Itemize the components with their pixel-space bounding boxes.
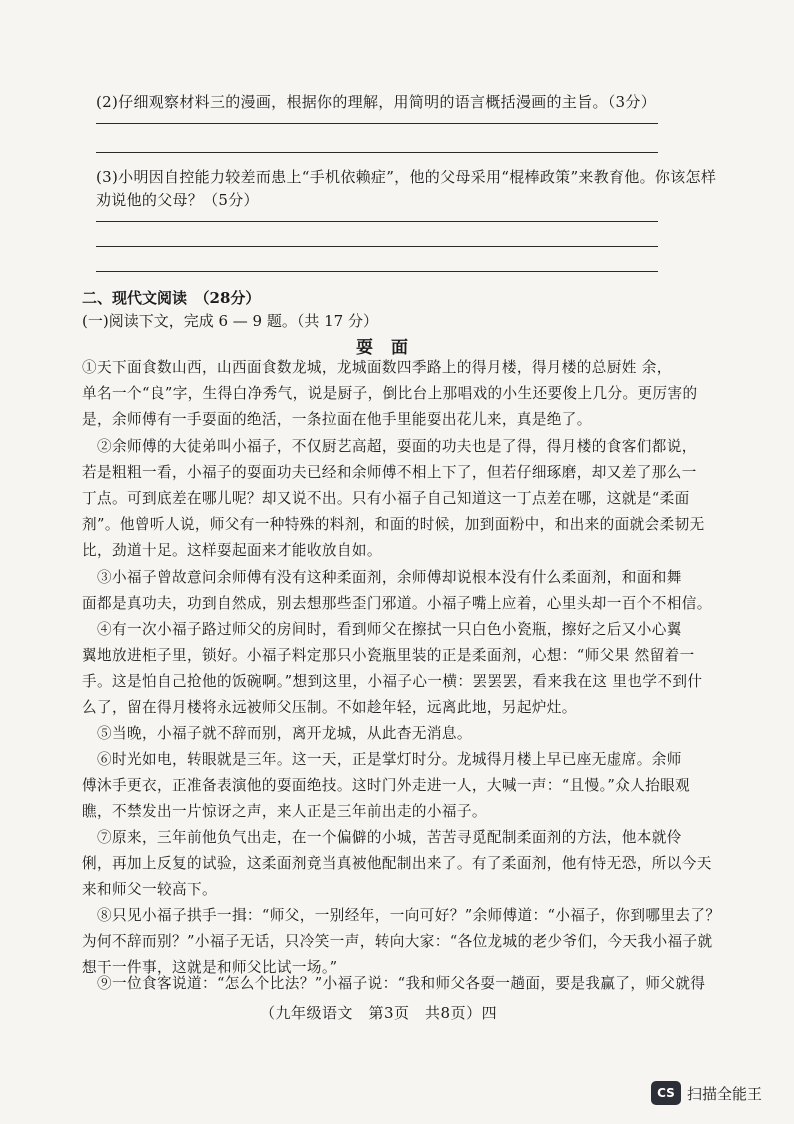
question-3-line-1: (3)小明因自控能力较差而患上“手机依赖症”，他的父母采用“棍棒政策”来教育他。你该怎样 bbox=[96, 168, 717, 186]
answer-line bbox=[96, 246, 658, 247]
article-line: 剂”。他曾听人说，师父有一种特殊的料剂，和面的时候，加到面粉中，和出来的面就会柔韧无 bbox=[82, 516, 705, 533]
article-line: 傅沐手更衣，正准备表演他的耍面绝技。这时门外走进一人，大喊一声：“且慢。”众人抬眼观 bbox=[82, 777, 691, 794]
article-title: 耍面 bbox=[356, 338, 426, 358]
article-line: ④有一次小福子路过师父的房间时，看到师父在擦拭一只白色小瓷瓶，擦好之后又小心翼 bbox=[82, 621, 682, 638]
article-line: 丁点。可到底差在哪儿呢？却又说不出。只有小福子自己知道这一丁点差在哪，这就是“柔面 bbox=[82, 490, 690, 507]
answer-line bbox=[96, 221, 658, 222]
answer-line bbox=[96, 123, 658, 124]
article-line: ②余师傅的大徒弟叫小福子，不仅厨艺高超，耍面的功夫也是了得，得月楼的食客们都说， bbox=[82, 438, 697, 455]
article-line: 单名一个“良”字，生得白净秀气，说是厨子，倒比台上那唱戏的小生还要俊上几分。更厉害的 bbox=[82, 385, 698, 402]
question-2: (2)仔细观察材料三的漫画，根据你的理解，用简明的语言概括漫画的主旨。（3分） bbox=[96, 93, 656, 111]
article-line: ①天下面食数山西，山西面食数龙城，龙城面数四季路上的得月楼，得月楼的总厨姓 余， bbox=[82, 359, 672, 376]
article-line: 来和师父一较高下。 bbox=[82, 881, 217, 898]
article-line: 想干一件事，这就是和师父比试一场。” bbox=[82, 959, 338, 976]
answer-line bbox=[96, 271, 658, 272]
answer-line bbox=[96, 152, 658, 153]
article-line: 为何不辞而别？”小福子无话，只冷笑一声，转向大家：“各位龙城的老少爷们，今天我小福子就 bbox=[82, 933, 713, 950]
article-line: ③小福子曾故意问余师傅有没有这种柔面剂，余师傅却说根本没有什么柔面剂，和面和舞 bbox=[82, 569, 682, 586]
article-line: 么了，留在得月楼将永远被师父压制。不如趁年轻，远离此地，另起炉灶。 bbox=[82, 699, 577, 716]
article-line: 若是粗粗一看，小福子的耍面功夫已经和余师傅不相上下了，但若仔细琢磨，却又差了那么一 bbox=[82, 464, 697, 481]
camscanner-logo-icon: CS bbox=[651, 1081, 681, 1105]
article-line: 瞧，不禁发出一片惊讶之声，来人正是三年前出走的小福子。 bbox=[82, 803, 487, 820]
scanner-watermark bbox=[651, 1081, 762, 1105]
article-line: ⑦原来，三年前他负气出走，在一个偏僻的小城，苦苦寻觅配制柔面剂的方法，他本就伶 bbox=[82, 829, 682, 846]
page-footer: （九年级语文 第3页 共8页）四 bbox=[260, 1004, 498, 1022]
article-line: 面都是真功夫，功到自然成，别去想那些歪门邪道。小福子嘴上应着，心里头却一百个不相信。 bbox=[82, 595, 712, 612]
section-heading: 二、现代文阅读 （28分） bbox=[82, 289, 261, 307]
article-line: 俐，再加上反复的试验，这柔面剂竟当真被他配制出来了。有了柔面剂，他有恃无恐，所以今天 bbox=[82, 855, 712, 872]
article-line: 手。这是怕自己抢他的饭碗啊。”想到这里，小福子心一横：罢罢罢，看来我在这 里也学不到什 bbox=[82, 673, 703, 690]
article-line: 是，余师傅有一手耍面的绝活，一条拉面在他手里能耍出花儿来，真是绝了。 bbox=[82, 411, 592, 428]
article-line: ⑤当晚，小福子就不辞而别，离开龙城，从此杳无消息。 bbox=[82, 725, 472, 742]
article-line: 比，劲道十足。这样耍起面来才能收放自如。 bbox=[82, 542, 382, 559]
scanner-name: 扫描全能王 bbox=[687, 1084, 763, 1103]
article-line: 翼地放进柜子里，锁好。小福子料定那只小瓷瓶里装的正是柔面剂，心想：“师父果 然留着一 bbox=[82, 647, 695, 664]
article-line: ⑧只见小福子拱手一揖：“师父，一别经年，一向可好？”余师傅道：“小福子，你到哪里去了？ bbox=[82, 907, 721, 924]
question-3-line-2: 劝说他的父母？（5分） bbox=[96, 191, 259, 209]
article-line: ⑨一位食客说道：“怎么个比法？”小福子说：“我和师父各耍一趟面，要是我赢了，师父就得 bbox=[82, 975, 706, 992]
section-subheading: (一)阅读下文，完成 6 — 9 题。（共 17 分） bbox=[82, 312, 378, 330]
article-line: ⑥时光如电，转眼就是三年。这一天，正是掌灯时分。龙城得月楼上早已座无虚席。余师 bbox=[82, 751, 682, 768]
